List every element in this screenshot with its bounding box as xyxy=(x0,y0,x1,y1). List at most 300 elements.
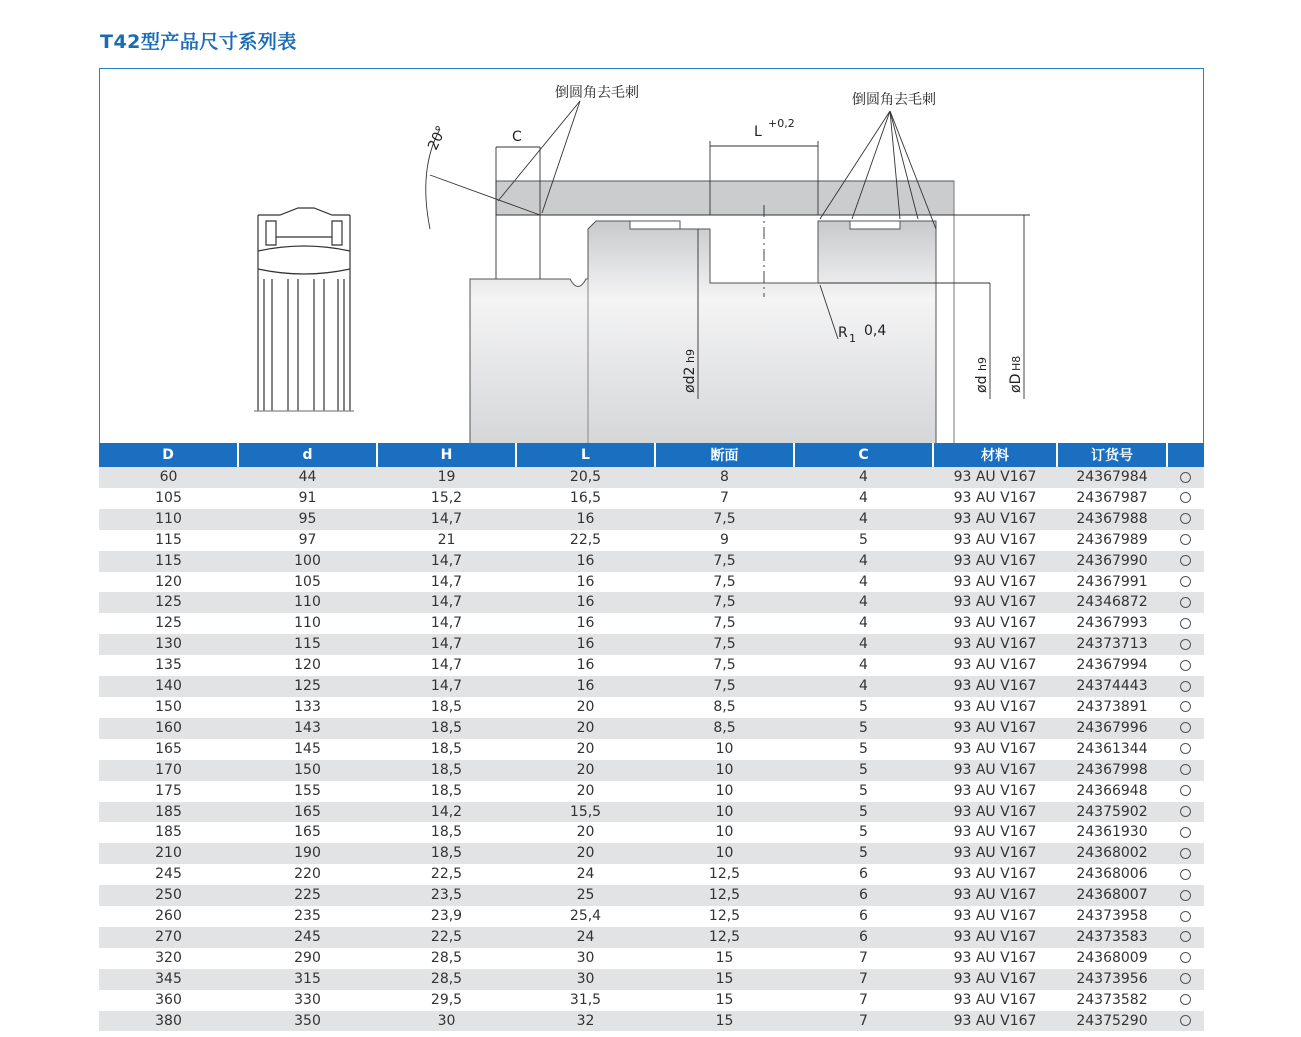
circle-icon xyxy=(1180,827,1191,838)
cell-d: 350 xyxy=(238,1011,377,1032)
cell-D: 105 xyxy=(99,488,238,509)
cell-material: 93 AU V167 xyxy=(933,655,1057,676)
header-d: d xyxy=(238,443,377,467)
circle-icon xyxy=(1180,994,1191,1005)
cell-H: 23,5 xyxy=(377,885,516,906)
cell-section: 15 xyxy=(655,969,794,990)
cell-H: 30 xyxy=(377,1011,516,1032)
table-row xyxy=(99,760,1204,781)
cell-H: 29,5 xyxy=(377,990,516,1011)
cell-L: 20,5 xyxy=(516,467,655,488)
cell-L: 20 xyxy=(516,718,655,739)
cell-material: 93 AU V167 xyxy=(933,739,1057,760)
cell-section: 7,5 xyxy=(655,676,794,697)
cell-section: 12,5 xyxy=(655,906,794,927)
radius-value-label: 0,4 xyxy=(864,323,887,339)
cell-section: 10 xyxy=(655,822,794,843)
cell-d: 330 xyxy=(238,990,377,1011)
cell-order-no: 24367988 xyxy=(1057,509,1167,530)
cell-H: 28,5 xyxy=(377,948,516,969)
select-cell xyxy=(1167,509,1204,530)
select-cell xyxy=(1167,802,1204,823)
cell-C: 4 xyxy=(794,467,933,488)
select-cell xyxy=(1167,613,1204,634)
cell-H: 18,5 xyxy=(377,781,516,802)
cell-order-no: 24367990 xyxy=(1057,551,1167,572)
cell-d: 120 xyxy=(238,655,377,676)
cell-H: 14,7 xyxy=(377,613,516,634)
cell-C: 5 xyxy=(794,822,933,843)
cell-C: 4 xyxy=(794,488,933,509)
circle-icon xyxy=(1180,785,1191,796)
cell-d: 133 xyxy=(238,697,377,718)
select-cell xyxy=(1167,530,1204,551)
table-row xyxy=(99,718,1204,739)
cell-section: 7 xyxy=(655,488,794,509)
cell-section: 7,5 xyxy=(655,592,794,613)
circle-icon xyxy=(1180,639,1191,650)
cell-order-no: 24368007 xyxy=(1057,885,1167,906)
circle-icon xyxy=(1180,576,1191,587)
cell-order-no: 24367987 xyxy=(1057,488,1167,509)
circle-icon xyxy=(1180,534,1191,545)
cell-L: 30 xyxy=(516,969,655,990)
cell-C: 4 xyxy=(794,634,933,655)
cell-D: 125 xyxy=(99,613,238,634)
cell-C: 5 xyxy=(794,697,933,718)
cell-H: 14,2 xyxy=(377,802,516,823)
chamfer-label-right: 倒圆角去毛刺 xyxy=(852,92,936,108)
cell-L: 20 xyxy=(516,822,655,843)
header-section: 断面 xyxy=(655,443,794,467)
cell-D: 380 xyxy=(99,1011,238,1032)
cell-material: 93 AU V167 xyxy=(933,697,1057,718)
cell-d: 100 xyxy=(238,551,377,572)
cell-section: 10 xyxy=(655,739,794,760)
select-cell xyxy=(1167,885,1204,906)
cell-H: 18,5 xyxy=(377,697,516,718)
cell-H: 14,7 xyxy=(377,655,516,676)
header-order-no: 订货号 xyxy=(1057,443,1167,467)
cell-C: 5 xyxy=(794,781,933,802)
cell-L: 30 xyxy=(516,948,655,969)
cell-D: 250 xyxy=(99,885,238,906)
select-cell xyxy=(1167,843,1204,864)
table-row xyxy=(99,613,1204,634)
table-row xyxy=(99,864,1204,885)
cell-d: 97 xyxy=(238,530,377,551)
cell-C: 4 xyxy=(794,613,933,634)
cell-D: 260 xyxy=(99,906,238,927)
table-row xyxy=(99,697,1204,718)
cell-order-no: 24367991 xyxy=(1057,572,1167,593)
cell-d: 165 xyxy=(238,822,377,843)
cell-order-no: 24367994 xyxy=(1057,655,1167,676)
select-cell xyxy=(1167,990,1204,1011)
table-row xyxy=(99,655,1204,676)
cell-section: 10 xyxy=(655,802,794,823)
cell-L: 24 xyxy=(516,864,655,885)
header-material: 材料 xyxy=(933,443,1057,467)
cell-section: 7,5 xyxy=(655,572,794,593)
cell-d: 245 xyxy=(238,927,377,948)
table-row xyxy=(99,1011,1204,1032)
cell-L: 31,5 xyxy=(516,990,655,1011)
header-D: D xyxy=(99,443,238,467)
cell-order-no: 24366948 xyxy=(1057,781,1167,802)
cell-section: 15 xyxy=(655,990,794,1011)
cell-material: 93 AU V167 xyxy=(933,551,1057,572)
cell-d: 110 xyxy=(238,592,377,613)
table-row xyxy=(99,467,1204,488)
cell-d: 150 xyxy=(238,760,377,781)
cell-material: 93 AU V167 xyxy=(933,927,1057,948)
cell-D: 60 xyxy=(99,467,238,488)
select-cell xyxy=(1167,927,1204,948)
seal-cross-section xyxy=(254,208,354,411)
cell-d: 143 xyxy=(238,718,377,739)
circle-icon xyxy=(1180,618,1191,629)
cell-D: 245 xyxy=(99,864,238,885)
cell-L: 20 xyxy=(516,760,655,781)
cell-d: 235 xyxy=(238,906,377,927)
select-cell xyxy=(1167,655,1204,676)
cell-L: 20 xyxy=(516,781,655,802)
select-cell xyxy=(1167,822,1204,843)
cell-material: 93 AU V167 xyxy=(933,760,1057,781)
cell-L: 32 xyxy=(516,1011,655,1032)
select-cell xyxy=(1167,1011,1204,1032)
cell-order-no: 24368002 xyxy=(1057,843,1167,864)
cell-material: 93 AU V167 xyxy=(933,572,1057,593)
circle-icon xyxy=(1180,701,1191,712)
table-row xyxy=(99,927,1204,948)
cell-section: 15 xyxy=(655,948,794,969)
size-series-table xyxy=(99,443,1204,1031)
cell-d: 220 xyxy=(238,864,377,885)
table-row xyxy=(99,509,1204,530)
table-row xyxy=(99,802,1204,823)
cell-D: 115 xyxy=(99,530,238,551)
cell-material: 93 AU V167 xyxy=(933,864,1057,885)
cell-C: 4 xyxy=(794,551,933,572)
circle-icon xyxy=(1180,743,1191,754)
bore-dimension-label: øD xyxy=(1008,373,1024,393)
cell-L: 16 xyxy=(516,655,655,676)
cell-D: 185 xyxy=(99,822,238,843)
d-tolerance-label: h9 xyxy=(976,357,989,371)
cell-section: 7,5 xyxy=(655,634,794,655)
cell-d: 165 xyxy=(238,802,377,823)
cell-order-no: 24361344 xyxy=(1057,739,1167,760)
circle-icon xyxy=(1180,492,1191,503)
cell-C: 5 xyxy=(794,530,933,551)
select-cell xyxy=(1167,551,1204,572)
cell-material: 93 AU V167 xyxy=(933,718,1057,739)
circle-icon xyxy=(1180,681,1191,692)
cell-H: 14,7 xyxy=(377,551,516,572)
cell-material: 93 AU V167 xyxy=(933,592,1057,613)
cell-order-no: 24367998 xyxy=(1057,760,1167,781)
chamfer-label-left: 倒圆角去毛刺 xyxy=(555,85,639,101)
cell-C: 4 xyxy=(794,509,933,530)
circle-icon xyxy=(1180,848,1191,859)
cell-order-no: 24373582 xyxy=(1057,990,1167,1011)
cell-L: 20 xyxy=(516,843,655,864)
cell-d: 44 xyxy=(238,467,377,488)
cell-order-no: 24373583 xyxy=(1057,927,1167,948)
cell-order-no: 24367984 xyxy=(1057,467,1167,488)
cell-H: 18,5 xyxy=(377,739,516,760)
cell-C: 4 xyxy=(794,655,933,676)
l-dimension-label: L xyxy=(754,124,762,140)
table-row xyxy=(99,990,1204,1011)
cell-D: 170 xyxy=(99,760,238,781)
select-cell xyxy=(1167,467,1204,488)
table-row xyxy=(99,885,1204,906)
cell-order-no: 24367996 xyxy=(1057,718,1167,739)
cell-section: 12,5 xyxy=(655,885,794,906)
table-row xyxy=(99,781,1204,802)
cell-C: 6 xyxy=(794,906,933,927)
header-C: C xyxy=(794,443,933,467)
cell-L: 25,4 xyxy=(516,906,655,927)
cell-D: 175 xyxy=(99,781,238,802)
cell-D: 125 xyxy=(99,592,238,613)
cell-d: 91 xyxy=(238,488,377,509)
cell-D: 110 xyxy=(99,509,238,530)
bore-tolerance-label: H8 xyxy=(1010,355,1023,371)
cell-d: 115 xyxy=(238,634,377,655)
table-row xyxy=(99,572,1204,593)
cell-L: 15,5 xyxy=(516,802,655,823)
cell-H: 18,5 xyxy=(377,718,516,739)
select-cell xyxy=(1167,697,1204,718)
cell-C: 4 xyxy=(794,572,933,593)
table-row xyxy=(99,739,1204,760)
cell-H: 21 xyxy=(377,530,516,551)
cell-order-no: 24368006 xyxy=(1057,864,1167,885)
cell-H: 18,5 xyxy=(377,843,516,864)
cell-section: 8,5 xyxy=(655,697,794,718)
table-row xyxy=(99,822,1204,843)
cell-H: 14,7 xyxy=(377,509,516,530)
select-cell xyxy=(1167,676,1204,697)
cell-D: 130 xyxy=(99,634,238,655)
cell-material: 93 AU V167 xyxy=(933,781,1057,802)
table-row xyxy=(99,488,1204,509)
cell-order-no: 24361930 xyxy=(1057,822,1167,843)
technical-drawing xyxy=(99,68,1204,444)
cell-material: 93 AU V167 xyxy=(933,822,1057,843)
select-cell xyxy=(1167,948,1204,969)
select-cell xyxy=(1167,739,1204,760)
cell-H: 18,5 xyxy=(377,760,516,781)
cell-material: 93 AU V167 xyxy=(933,1011,1057,1032)
cell-order-no: 24375290 xyxy=(1057,1011,1167,1032)
cell-C: 7 xyxy=(794,990,933,1011)
cell-section: 7,5 xyxy=(655,509,794,530)
cell-order-no: 24346872 xyxy=(1057,592,1167,613)
table-row xyxy=(99,592,1204,613)
header-H: H xyxy=(377,443,516,467)
circle-icon xyxy=(1180,806,1191,817)
cell-D: 140 xyxy=(99,676,238,697)
cell-L: 16 xyxy=(516,572,655,593)
cell-material: 93 AU V167 xyxy=(933,885,1057,906)
cell-C: 7 xyxy=(794,1011,933,1032)
cell-H: 23,9 xyxy=(377,906,516,927)
cell-C: 7 xyxy=(794,969,933,990)
cell-D: 345 xyxy=(99,969,238,990)
select-cell xyxy=(1167,572,1204,593)
cell-D: 165 xyxy=(99,739,238,760)
select-cell xyxy=(1167,718,1204,739)
cell-material: 93 AU V167 xyxy=(933,530,1057,551)
cell-C: 6 xyxy=(794,885,933,906)
radius-sub-label: 1 xyxy=(849,332,856,345)
header-L: L xyxy=(516,443,655,467)
cell-D: 320 xyxy=(99,948,238,969)
cell-order-no: 24367989 xyxy=(1057,530,1167,551)
cell-L: 16 xyxy=(516,592,655,613)
cell-L: 16 xyxy=(516,509,655,530)
table-row xyxy=(99,634,1204,655)
cell-d: 190 xyxy=(238,843,377,864)
cell-D: 120 xyxy=(99,572,238,593)
cell-L: 22,5 xyxy=(516,530,655,551)
cell-C: 4 xyxy=(794,676,933,697)
cell-H: 14,7 xyxy=(377,676,516,697)
c-dimension-label: C xyxy=(512,129,522,145)
cell-material: 93 AU V167 xyxy=(933,488,1057,509)
cell-C: 6 xyxy=(794,864,933,885)
cell-order-no: 24373956 xyxy=(1057,969,1167,990)
cell-material: 93 AU V167 xyxy=(933,843,1057,864)
cell-D: 160 xyxy=(99,718,238,739)
cell-order-no: 24373713 xyxy=(1057,634,1167,655)
circle-icon xyxy=(1180,890,1191,901)
cell-d: 145 xyxy=(238,739,377,760)
cell-D: 360 xyxy=(99,990,238,1011)
cell-H: 22,5 xyxy=(377,864,516,885)
cell-D: 185 xyxy=(99,802,238,823)
d-dimension-label: ød xyxy=(974,375,990,393)
cell-material: 93 AU V167 xyxy=(933,467,1057,488)
cell-d: 125 xyxy=(238,676,377,697)
cell-H: 14,7 xyxy=(377,592,516,613)
cell-section: 9 xyxy=(655,530,794,551)
cell-section: 10 xyxy=(655,781,794,802)
cell-order-no: 24368009 xyxy=(1057,948,1167,969)
cell-C: 4 xyxy=(794,592,933,613)
cell-L: 20 xyxy=(516,697,655,718)
cell-H: 28,5 xyxy=(377,969,516,990)
circle-icon xyxy=(1180,660,1191,671)
cell-C: 5 xyxy=(794,739,933,760)
cell-d: 225 xyxy=(238,885,377,906)
circle-icon xyxy=(1180,952,1191,963)
cell-L: 16 xyxy=(516,634,655,655)
d2-tolerance-label: h9 xyxy=(684,349,697,363)
table-row xyxy=(99,530,1204,551)
cell-L: 25 xyxy=(516,885,655,906)
select-cell xyxy=(1167,906,1204,927)
cell-H: 15,2 xyxy=(377,488,516,509)
circle-icon xyxy=(1180,931,1191,942)
cell-order-no: 24374443 xyxy=(1057,676,1167,697)
cell-d: 110 xyxy=(238,613,377,634)
cell-section: 8 xyxy=(655,467,794,488)
circle-icon xyxy=(1180,472,1191,483)
table-row xyxy=(99,551,1204,572)
select-cell xyxy=(1167,488,1204,509)
radius-label: R xyxy=(838,325,848,341)
select-cell xyxy=(1167,781,1204,802)
l-tolerance-label: +0,2 xyxy=(768,117,795,130)
page-title: T42型产品尺寸系列表 xyxy=(100,31,297,53)
circle-icon xyxy=(1180,869,1191,880)
table-row xyxy=(99,906,1204,927)
table-row xyxy=(99,969,1204,990)
cell-C: 7 xyxy=(794,948,933,969)
cell-section: 10 xyxy=(655,760,794,781)
cell-C: 5 xyxy=(794,718,933,739)
cell-section: 12,5 xyxy=(655,927,794,948)
cell-material: 93 AU V167 xyxy=(933,634,1057,655)
select-cell xyxy=(1167,864,1204,885)
cell-C: 6 xyxy=(794,927,933,948)
cell-C: 5 xyxy=(794,802,933,823)
cell-H: 14,7 xyxy=(377,572,516,593)
circle-icon xyxy=(1180,973,1191,984)
cell-material: 93 AU V167 xyxy=(933,509,1057,530)
cell-L: 16 xyxy=(516,613,655,634)
cell-section: 15 xyxy=(655,1011,794,1032)
circle-icon xyxy=(1180,597,1191,608)
circle-icon xyxy=(1180,911,1191,922)
cell-section: 10 xyxy=(655,843,794,864)
d2-dimension-label: ød2 xyxy=(682,366,698,393)
cell-d: 315 xyxy=(238,969,377,990)
cell-material: 93 AU V167 xyxy=(933,990,1057,1011)
circle-icon xyxy=(1180,1015,1191,1026)
cell-d: 105 xyxy=(238,572,377,593)
circle-icon xyxy=(1180,513,1191,524)
cell-order-no: 24373891 xyxy=(1057,697,1167,718)
cell-section: 7,5 xyxy=(655,655,794,676)
cell-L: 24 xyxy=(516,927,655,948)
table-row xyxy=(99,676,1204,697)
header-select xyxy=(1167,443,1204,467)
cell-L: 16,5 xyxy=(516,488,655,509)
circle-icon xyxy=(1180,764,1191,775)
select-cell xyxy=(1167,634,1204,655)
circle-icon xyxy=(1180,722,1191,733)
cell-order-no: 24367993 xyxy=(1057,613,1167,634)
cell-D: 135 xyxy=(99,655,238,676)
cell-H: 18,5 xyxy=(377,822,516,843)
cell-L: 16 xyxy=(516,676,655,697)
cell-d: 95 xyxy=(238,509,377,530)
circle-icon xyxy=(1180,555,1191,566)
cell-material: 93 AU V167 xyxy=(933,969,1057,990)
cell-H: 19 xyxy=(377,467,516,488)
cell-H: 22,5 xyxy=(377,927,516,948)
table-row xyxy=(99,843,1204,864)
cell-L: 20 xyxy=(516,739,655,760)
cell-d: 290 xyxy=(238,948,377,969)
